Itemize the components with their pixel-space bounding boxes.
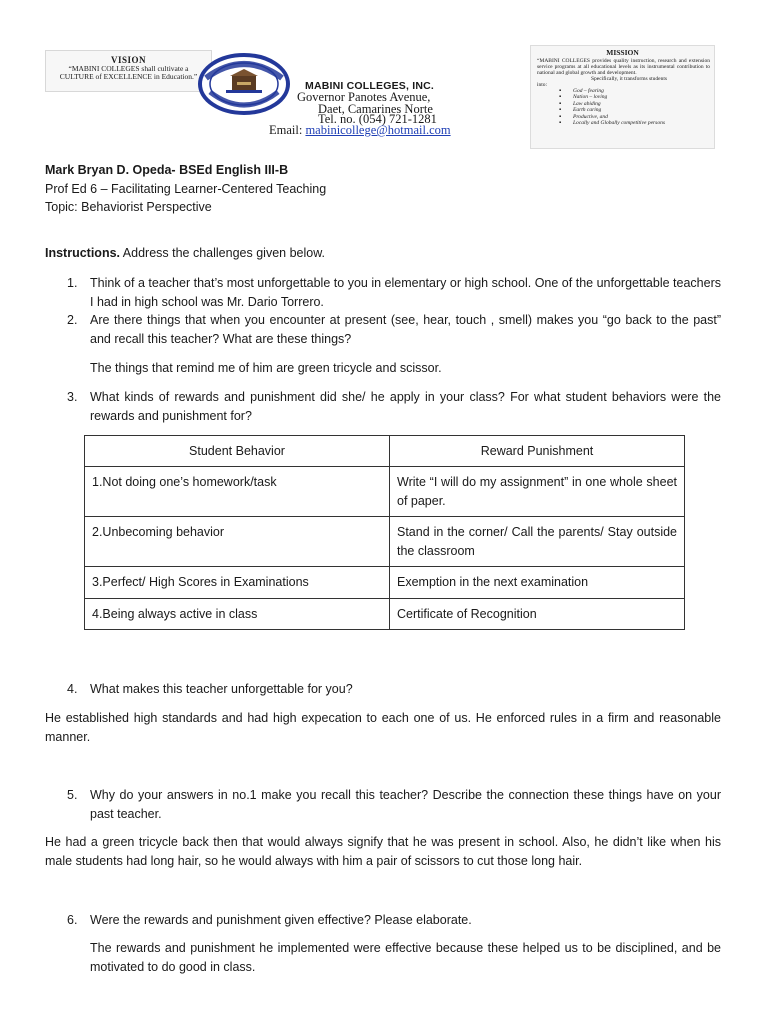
instructions-line <box>45 246 325 261</box>
answer-6: The rewards and punishment he implemented were effective because these helped us to be disciplined, and be motivated to do good in class. <box>90 941 721 974</box>
mission-into: into: <box>537 82 548 88</box>
question-1: Think of a teacher that’s most unforgettable to you in elementary or high school. One of the unforgettable teachers I had in high school was Mr. Dario Torrero. <box>90 276 721 309</box>
address-line: Daet, Camarines Norte <box>318 102 433 116</box>
instructions-text: Address the challenges given below. <box>120 246 326 260</box>
table-row <box>85 567 685 599</box>
column-header: Reward Punishment <box>390 436 685 467</box>
email-label: Email: <box>269 123 303 137</box>
table-row <box>85 598 685 630</box>
student-name: Mark Bryan D. Opeda- BSEd English III-B <box>45 163 289 177</box>
column-header: Student Behavior <box>85 436 390 467</box>
question-5: Why do your answers in no.1 make you recall this teacher? Describe the connection these things have on your past teacher. <box>90 788 721 821</box>
mission-item: ▪ Locally and Globally competitive persons <box>573 120 714 126</box>
mission-title: MISSION <box>606 48 639 57</box>
item-number: 5. <box>67 788 78 802</box>
mission-item: ▪ Earth caring <box>573 107 714 113</box>
question-2: Are there things that when you encounter at present (see, hear, touch , smell) makes you “go back to the past” and recall this teacher? What are these things? <box>90 313 721 346</box>
mission-item: ▪ Nation – loving <box>573 94 714 100</box>
answer-5: He had a green tricycle back then that would always signify that he was present in school. Also, he didn’t like when his male students had long hair, so he would always with him a pair of scissors to cut those long hair. <box>45 835 721 868</box>
mission-list <box>531 88 714 126</box>
answer-2: The things that remind me of him are green tricycle and scissor. <box>90 361 442 375</box>
email-link[interactable]: mabinicollege@hotmail.com <box>305 123 451 137</box>
mission-item: ▪ God – fearing <box>573 88 714 94</box>
telephone-line: Tel. no. (054) 721-1281 <box>318 112 437 126</box>
item-number: 2. <box>67 313 78 327</box>
table-cell: Write “I will do my assignment” in one whole sheet of paper. <box>390 467 685 517</box>
mission-box <box>530 45 715 149</box>
table-row <box>85 517 685 567</box>
table-cell: 2.Unbecoming behavior <box>85 517 390 567</box>
college-seal-logo <box>196 52 292 116</box>
address-line: Governor Panotes Avenue, <box>297 90 431 104</box>
table-cell: 3.Perfect/ High Scores in Examinations <box>85 567 390 599</box>
topic-line: Topic: Behaviorist Perspective <box>45 200 212 214</box>
item-number: 3. <box>67 390 78 404</box>
question-3: What kinds of rewards and punishment did she/ he apply in your class? For what student behaviors were the rewards and punishment for? <box>90 390 721 423</box>
email-line <box>269 123 451 138</box>
mission-item: ▪ Law abiding <box>573 101 714 107</box>
table-cell: 4.Being always active in class <box>85 598 390 630</box>
table-header-row <box>85 436 685 467</box>
table-cell: Certificate of Recognition <box>390 598 685 630</box>
mission-specific: Specifically, it transforms students <box>591 76 668 82</box>
reward-punishment-table <box>84 435 685 630</box>
question-6: Were the rewards and punishment given effective? Please elaborate. <box>90 913 472 927</box>
college-name: MABINI COLLEGES, INC. <box>305 80 435 92</box>
table-cell: 1.Not doing one’s homework/task <box>85 467 390 517</box>
mission-statement: “MABINI COLLEGES provides quality instruction, research and extension service programs at all educational levels as its instrumental contribution to national and global growth and development. <box>537 58 710 76</box>
table-cell: Exemption in the next examination <box>390 567 685 599</box>
vision-box <box>45 50 212 92</box>
answer-4: He established high standards and had high expecation to each one of us. He enforced rules in a firm and reasonable manner. <box>45 711 721 744</box>
item-number: 1. <box>67 276 78 290</box>
item-number: 4. <box>67 682 78 696</box>
question-4: What makes this teacher unforgettable for you? <box>90 682 353 696</box>
table-cell: Stand in the corner/ Call the parents/ Stay outside the classroom <box>390 517 685 567</box>
instructions-label: Instructions. <box>45 246 121 260</box>
item-number: 6. <box>67 913 78 927</box>
mission-item: ▪ Productive, and <box>573 114 714 120</box>
vision-title: VISION <box>110 55 146 65</box>
table-row <box>85 467 685 517</box>
vision-statement: “MABINI COLLEGES shall cultivate a CULTURE of EXCELLENCE in Education.” <box>59 64 198 81</box>
course-title: Prof Ed 6 – Facilitating Learner-Centered Teaching <box>45 182 327 196</box>
